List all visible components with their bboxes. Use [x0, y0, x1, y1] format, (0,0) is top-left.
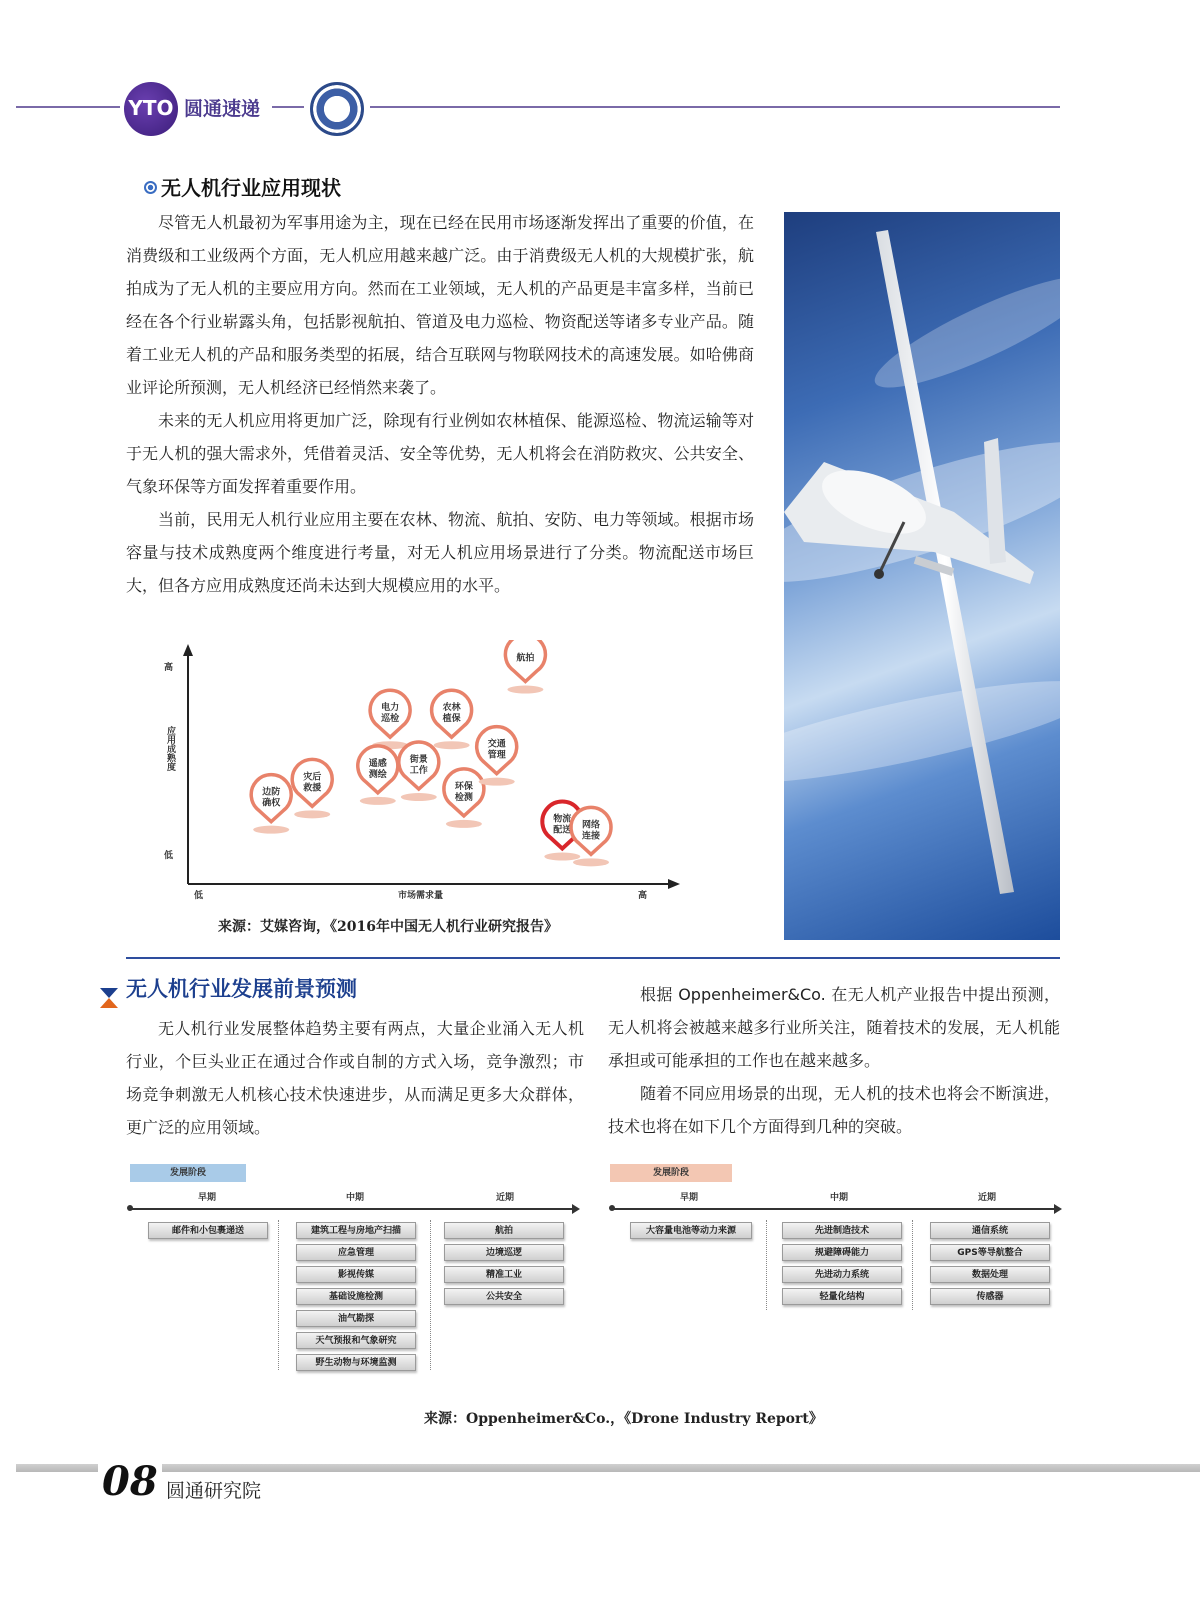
timeline-item: 公共安全 [444, 1288, 564, 1305]
stage-mid: 中期 [830, 1193, 849, 1203]
timeline-item: 先进制造技术 [782, 1222, 902, 1239]
point-label: 配送 [553, 825, 572, 836]
timeline-item: 通信系统 [930, 1222, 1050, 1239]
paragraph: 当前，民用无人机行业应用主要在农林、物流、航拍、安防、电力等领域。根据市场容量与技术成熟度两个维度进行考量，对无人机应用场景进行了分类。物流配送市场巨大，但各方应用成熟度还尚未达到大规模应用的水平。 [126, 510, 754, 595]
chart-source: 来源：艾媒咨询，《2016年中国无人机行业研究报告》 [218, 919, 558, 935]
paragraph: 根据 Oppenheimer&Co. 在无人机产业报告中提出预测，无人机将会被越来越多行业所关注，随着技术的发展，无人机能承担或可能承担的工作也在越来越多。 [608, 985, 1060, 1070]
timeline-item: 边境巡逻 [444, 1244, 564, 1261]
footer-bar [16, 1464, 1200, 1472]
section-title-forecast: 无人机行业发展前景预测 [100, 973, 357, 1003]
section2-left-body [126, 1012, 584, 1144]
timeline-item: 邮件和小包裹递送 [148, 1222, 268, 1239]
section-title-status: 无人机行业应用现状 [144, 172, 341, 201]
timeline-item: 应急管理 [296, 1244, 416, 1261]
timeline-item: 数据处理 [930, 1266, 1050, 1283]
point-label: 电力 [381, 703, 400, 714]
pin-shadow [401, 793, 437, 801]
scatter-chart-svg [162, 640, 692, 924]
point-label: 工作 [409, 766, 428, 777]
timeline-item: 轻量化结构 [782, 1288, 902, 1305]
point-label: 巡检 [381, 714, 400, 725]
timeline-separator [430, 1220, 431, 1370]
y-tick-high: 高 [164, 663, 174, 673]
logo-text: YTO [128, 96, 174, 120]
stage-early: 早期 [680, 1193, 699, 1203]
point-label: 救援 [303, 783, 322, 794]
point-label: 街景 [409, 755, 428, 766]
pin-shadow [544, 853, 580, 861]
chart-point [358, 746, 398, 805]
timeline-item: 传感器 [930, 1288, 1050, 1305]
chart-point [292, 759, 332, 818]
timeline-item: GPS等导航整合 [930, 1244, 1050, 1261]
chart-point [399, 742, 439, 801]
timeline-separator [912, 1220, 913, 1310]
point-label: 测绘 [368, 769, 387, 780]
header-rule-right [370, 106, 1060, 108]
pin-shadow [479, 778, 515, 786]
x-axis-label: 市场需求量 [398, 891, 444, 901]
point-label: 交通 [487, 739, 506, 750]
pin-shadow [360, 797, 396, 805]
point-label: 管理 [487, 750, 506, 761]
x-axis-arrow [668, 879, 680, 889]
chart-point [370, 690, 410, 749]
timeline-item: 油气勘探 [296, 1310, 416, 1327]
chart-point [251, 775, 291, 834]
point-label: 灾后 [303, 772, 322, 783]
timeline-separator [766, 1220, 767, 1310]
point-label: 遥感 [368, 758, 387, 769]
footer-org-name: 圆通研究院 [166, 1480, 262, 1502]
y-axis-arrow [183, 644, 193, 656]
point-label: 网络 [581, 820, 601, 831]
page-number: 08 [98, 1458, 162, 1505]
chart-point [477, 727, 517, 786]
institute-seal-icon [310, 82, 364, 136]
pin-shadow [446, 820, 482, 828]
x-tick-low: 低 [194, 891, 204, 901]
paragraph: 无人机行业发展整体趋势主要有两点，大量企业涌入无人机行业，个巨头业正在通过合作或自制的方式入场，竞争激烈；市场竞争刺激无人机核心技术快速进步，从而满足更多大众群体，更广泛的应用领域。 [126, 1019, 584, 1137]
timeline-header: 发展阶段 [610, 1164, 732, 1182]
x-tick-high: 高 [638, 891, 648, 901]
chart-point [444, 769, 484, 828]
section-divider [126, 957, 1060, 959]
point-label: 农林 [442, 703, 461, 714]
timeline-item: 大容量电池等动力来源 [630, 1222, 752, 1239]
stage-mid: 中期 [346, 1193, 365, 1203]
chart-point [432, 690, 472, 749]
timeline-item: 建筑工程与房地产扫描 [296, 1222, 416, 1239]
timeline-header: 发展阶段 [130, 1164, 246, 1182]
pin-shadow [253, 826, 289, 834]
y-tick-low: 低 [164, 851, 174, 861]
pin-shadow [294, 810, 330, 818]
application-maturity-chart [162, 640, 692, 924]
pin-shadow [573, 858, 609, 866]
bullet-circle-icon [144, 181, 157, 194]
point-label: 确权 [262, 798, 281, 809]
brand-name: 圆通速递 [184, 98, 261, 120]
paragraph: 未来的无人机应用将更加广泛，除现有行业例如农林植保、能源巡检、物流运输等对于无人机的强大需求外，凭借着灵活、安全等优势，无人机将会在消防救灾、公共安全、气象环保等方面发挥着重要作用。 [126, 411, 754, 496]
timeline-item: 影视传媒 [296, 1266, 416, 1283]
timeline-item: 基础设施检测 [296, 1288, 416, 1305]
point-label: 边防 [262, 787, 281, 798]
point-label: 环保 [454, 781, 473, 792]
paragraph: 尽管无人机最初为军事用途为主，现在已经在民用市场逐渐发挥出了重要的价值，在消费级和工业级两个方面，无人机应用越来越广泛。由于消费级无人机的大规模扩张，航拍成为了无人机的主要应用方向。然而在工业领域，无人机的产品更是丰富多样，当前已经在各个行业崭露头角，包括影视航拍、管道及电力巡检、物资配送等诸多专业产品。随着工业无人机的产品和服务类型的拓展，结合互联网与物联网技术的高速发展。如哈佛商业评论所预测，无人机经济已经悄然来袭了。 [126, 213, 754, 397]
stage-early: 早期 [198, 1193, 217, 1203]
drone-photo [784, 212, 1060, 940]
timeline-axis [130, 1208, 574, 1210]
timeline-item: 精准工业 [444, 1266, 564, 1283]
hourglass-icon [100, 988, 118, 998]
pin-shadow [507, 686, 543, 694]
header-rule-mid [272, 106, 304, 108]
pin-shadow [434, 741, 470, 749]
timeline-item: 先进动力系统 [782, 1266, 902, 1283]
timeline-source: 来源：Oppenheimer&Co.，《Drone Industry Report》 [424, 1411, 823, 1427]
timeline-item: 规避障碍能力 [782, 1244, 902, 1261]
timeline-axis [612, 1208, 1056, 1210]
point-label: 航拍 [516, 653, 535, 664]
point-label: 植保 [442, 714, 461, 725]
stage-recent: 近期 [978, 1193, 997, 1203]
chart-point [505, 640, 545, 694]
yto-logo [124, 82, 178, 136]
section2-right-body [608, 978, 1060, 1143]
timeline-item: 航拍 [444, 1222, 564, 1239]
header-rule-left [16, 106, 120, 108]
stage-recent: 近期 [496, 1193, 515, 1203]
timeline-item: 野生动物与环境监测 [296, 1354, 416, 1371]
timeline-separator [278, 1220, 279, 1370]
paragraph: 随着不同应用场景的出现，无人机的技术也将会不断演进，技术也将在如下几个方面得到几种的突破。 [608, 1084, 1060, 1136]
chart-points [251, 640, 611, 866]
y-axis-label: 应用成熟度 [165, 726, 175, 771]
point-label: 连接 [581, 831, 601, 842]
point-label: 物流 [553, 814, 572, 825]
point-label: 检测 [454, 792, 473, 803]
section1-body [126, 206, 754, 602]
drone-illustration [784, 212, 1060, 940]
timeline-item: 天气预报和气象研究 [296, 1332, 416, 1349]
